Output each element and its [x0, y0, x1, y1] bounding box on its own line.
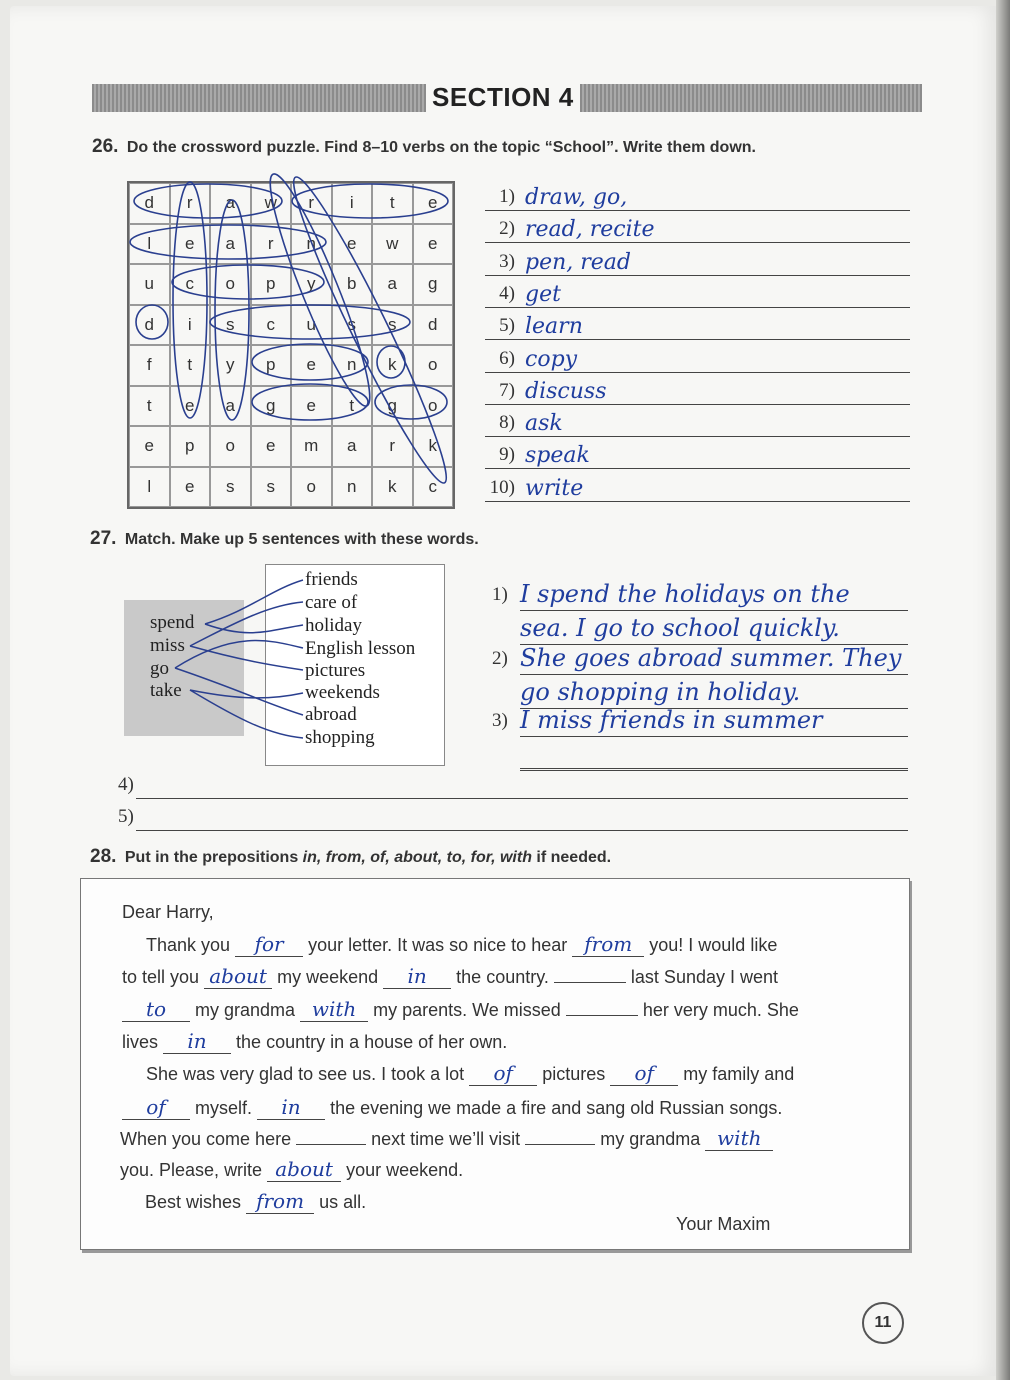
sentence-number: 5)	[118, 806, 134, 827]
blank-field[interactable]	[566, 1015, 638, 1016]
crossword-cell: n	[332, 345, 373, 386]
crossword-cell: g	[372, 386, 413, 427]
answer-number: 8)	[499, 412, 515, 434]
letter-text: your weekend.	[346, 1160, 464, 1180]
blank-field[interactable]: of	[122, 1095, 190, 1120]
sentence-line[interactable]	[520, 580, 908, 611]
crossword-cell: k	[413, 426, 454, 467]
answer-number: 6)	[499, 347, 515, 369]
task-28-heading	[90, 846, 611, 868]
answer-handwriting: copy	[525, 346, 578, 372]
task-26-instruction: Do the crossword puzzle. Find 8–10 verbs on the topic “School”. Write them down.	[126, 139, 756, 156]
crossword-cell: i	[170, 305, 211, 346]
crossword-cell: w	[372, 224, 413, 265]
sentence-handwriting: sea. I go to school quickly.	[520, 614, 840, 642]
letter-text: my grandma	[195, 1000, 296, 1020]
blank-field[interactable]: with	[300, 997, 368, 1022]
letter-line-6	[122, 1095, 782, 1120]
blank-field[interactable]: about	[267, 1157, 341, 1182]
sentence-number: 2)	[492, 648, 508, 669]
answer-number: 3)	[499, 250, 515, 272]
crossword-cell: l	[129, 467, 170, 508]
answer-number: 5)	[499, 315, 515, 337]
letter-text: Best wishes	[145, 1192, 242, 1212]
sentence-line[interactable]	[520, 644, 908, 675]
crossword-cell: t	[332, 386, 373, 427]
task-28-instruction-suffix: if needed.	[531, 849, 612, 866]
crossword-cell: s	[372, 305, 413, 346]
letter-text: us all.	[319, 1192, 367, 1212]
letter-text: pictures	[542, 1064, 606, 1084]
crossword-cell: o	[210, 264, 251, 305]
crossword-cell: f	[129, 345, 170, 386]
answer-handwriting: write	[525, 475, 584, 501]
crossword-cell: r	[251, 224, 292, 265]
blank-field[interactable]: from	[572, 932, 644, 957]
crossword-cell: a	[210, 183, 251, 224]
task-27-number: 27.	[90, 528, 117, 549]
crossword-cell: s	[210, 467, 251, 508]
crossword-cell: s	[332, 305, 373, 346]
blank-field[interactable]	[296, 1144, 366, 1145]
crossword-cell: d	[129, 305, 170, 346]
crossword-cell: n	[332, 467, 373, 508]
answer-number: 2)	[499, 218, 515, 240]
match-left-word: spend	[150, 612, 195, 633]
crossword-cell: o	[413, 386, 454, 427]
crossword-cell: a	[372, 264, 413, 305]
crossword-cell: g	[251, 386, 292, 427]
crossword-cell: d	[413, 305, 454, 346]
answer-handwriting: pen, read	[525, 249, 631, 275]
letter-text: my grandma	[600, 1129, 701, 1149]
crossword-cell: r	[170, 183, 211, 224]
answer-number: 7)	[499, 379, 515, 401]
letter-line-1	[146, 932, 777, 957]
match-right-word: pictures	[305, 660, 366, 681]
crossword-cell: t	[129, 386, 170, 427]
crossword-cell: e	[170, 467, 211, 508]
crossword-cell: e	[129, 426, 170, 467]
crossword-cell: n	[291, 224, 332, 265]
crossword-cell: r	[291, 183, 332, 224]
crossword-cell: o	[413, 345, 454, 386]
sentence-handwriting: I spend the holidays on the	[520, 580, 850, 608]
letter-text: the country.	[456, 967, 549, 987]
answer-handwriting: draw, go,	[525, 185, 628, 210]
crossword-cell: s	[251, 467, 292, 508]
answer-number: 9)	[499, 444, 515, 466]
crossword-cell: r	[372, 426, 413, 467]
match-right-word: abroad	[305, 704, 357, 725]
sentence-line[interactable]	[136, 776, 908, 799]
crossword-cell: b	[332, 264, 373, 305]
crossword-cell: e	[251, 426, 292, 467]
crossword-cell: t	[372, 183, 413, 224]
letter-text: her very much. She	[642, 1000, 799, 1020]
sentence-line[interactable]	[136, 808, 908, 831]
answer-handwriting: get	[525, 281, 561, 307]
crossword-cell: c	[251, 305, 292, 346]
blank-field[interactable]: with	[705, 1126, 773, 1151]
letter-greeting: Dear Harry,	[122, 902, 214, 922]
letter-text: lives	[122, 1032, 159, 1052]
blank-field[interactable]: for	[235, 932, 303, 957]
task-26-number: 26.	[92, 136, 119, 157]
blank-field[interactable]: in	[383, 964, 451, 989]
crossword-cell: o	[210, 426, 251, 467]
answer-number: 4)	[499, 282, 515, 304]
letter-signature: Your Maxim	[676, 1214, 771, 1234]
sentence-number: 4)	[118, 774, 134, 795]
crossword-cell: e	[170, 386, 211, 427]
crossword-cell: m	[291, 426, 332, 467]
match-left-word: go	[150, 658, 169, 679]
match-right-word: holiday	[305, 615, 362, 636]
crossword-cell: c	[170, 264, 211, 305]
section-title: SECTION 4	[426, 82, 580, 113]
sentence-line[interactable]	[520, 746, 908, 769]
crossword-cell: p	[251, 345, 292, 386]
crossword-cell: i	[332, 183, 373, 224]
letter-text: the country in a house of her own.	[236, 1032, 508, 1052]
letter-text: you! I would like	[649, 935, 778, 955]
match-left-word: miss	[150, 635, 185, 656]
match-left-word: take	[150, 680, 182, 701]
match-right-word: shopping	[305, 727, 375, 748]
letter-text: to tell you	[122, 967, 200, 987]
blank-field[interactable]: of	[610, 1061, 678, 1086]
blank-field[interactable]	[554, 982, 626, 983]
letter-text: When you come here	[120, 1129, 292, 1149]
crossword-cell: e	[413, 224, 454, 265]
letter-line-9	[145, 1189, 366, 1214]
letter-line-8	[120, 1157, 463, 1182]
page-number: 11	[862, 1302, 904, 1344]
task-28-prepositions: in, from, of, about, to, for, with	[302, 849, 532, 866]
crossword-cell: l	[129, 224, 170, 265]
crossword-cell: u	[291, 305, 332, 346]
crossword-cell: k	[372, 345, 413, 386]
sentence-line[interactable]	[520, 614, 908, 645]
crossword-cell: d	[129, 183, 170, 224]
task-27-instruction: Match. Make up 5 sentences with these words.	[124, 531, 479, 548]
sentence-number: 1)	[492, 584, 508, 605]
crossword-cell: a	[210, 386, 251, 427]
match-line	[190, 646, 303, 670]
crossword-cell: g	[413, 264, 454, 305]
crossword-cell: s	[210, 305, 251, 346]
blank-field[interactable]	[525, 1144, 595, 1145]
letter-text: last Sunday I went	[630, 967, 779, 987]
crossword-cell: e	[291, 386, 332, 427]
sentence-number: 3)	[492, 710, 508, 731]
letter-text: next time we’ll visit	[371, 1129, 521, 1149]
blank-field[interactable]: in	[163, 1029, 231, 1054]
task-28-number: 28.	[90, 846, 117, 867]
sentence-handwriting: I miss friends in summer	[520, 706, 823, 734]
answer-number: 1)	[499, 186, 515, 207]
match-right-word: English lesson	[305, 638, 416, 659]
answer-handwriting: discuss	[525, 378, 607, 404]
sentence-line[interactable]	[520, 706, 908, 737]
match-right-word: care of	[305, 592, 358, 613]
letter-text: you. Please, write	[120, 1160, 263, 1180]
blank-field[interactable]: from	[246, 1189, 314, 1214]
letter-line-2	[122, 964, 778, 989]
crossword-cell: k	[372, 467, 413, 508]
crossword-cell: c	[413, 467, 454, 508]
blank-field[interactable]: about	[204, 964, 272, 989]
task-28-instruction-prefix: Put in the prepositions	[124, 849, 303, 866]
crossword-cell: p	[251, 264, 292, 305]
answer-handwriting: read, recite	[525, 217, 655, 243]
letter-text: She was very glad to see us. I took a lot	[146, 1064, 465, 1084]
answer-handwriting: ask	[525, 411, 563, 437]
letter-text: my family and	[683, 1064, 795, 1084]
letter-line-7	[120, 1126, 773, 1151]
crossword-cell: y	[291, 264, 332, 305]
crossword-cell: w	[251, 183, 292, 224]
match-line	[205, 580, 303, 624]
crossword-cell: p	[170, 426, 211, 467]
letter-text: myself.	[195, 1098, 253, 1118]
letter-text: the evening we made a fire and sang old Russian songs.	[330, 1098, 783, 1118]
match-right-word: friends	[305, 569, 358, 590]
crossword-cell: e	[332, 224, 373, 265]
letter-line-3	[122, 997, 799, 1022]
blank-field[interactable]: of	[469, 1061, 537, 1086]
crossword-cell: t	[170, 345, 211, 386]
letter-text: my weekend	[277, 967, 379, 987]
crossword-cell: e	[170, 224, 211, 265]
letter-line-5	[146, 1061, 794, 1086]
answer-number: 10)	[489, 476, 515, 498]
crossword-cell: a	[332, 426, 373, 467]
crossword-cell: a	[210, 224, 251, 265]
letter-line-4	[122, 1029, 507, 1054]
crossword-cell: e	[291, 345, 332, 386]
crossword-cell: e	[413, 183, 454, 224]
match-right-word: weekends	[305, 682, 380, 703]
blank-field[interactable]: in	[257, 1095, 325, 1120]
blank-field[interactable]: to	[122, 997, 190, 1022]
letter-text: your letter. It was so nice to hear	[308, 935, 568, 955]
sentence-handwriting: go shopping in holiday.	[520, 678, 801, 706]
crossword-cell: o	[291, 467, 332, 508]
crossword-cell: u	[129, 264, 170, 305]
answer-handwriting: speak	[525, 443, 590, 469]
answer-handwriting: learn	[525, 314, 583, 340]
letter-text: Thank you	[146, 935, 231, 955]
crossword-cell: y	[210, 345, 251, 386]
letter-text: my parents. We missed	[373, 1000, 561, 1020]
sentence-handwriting: She goes abroad summer. They	[520, 644, 902, 672]
